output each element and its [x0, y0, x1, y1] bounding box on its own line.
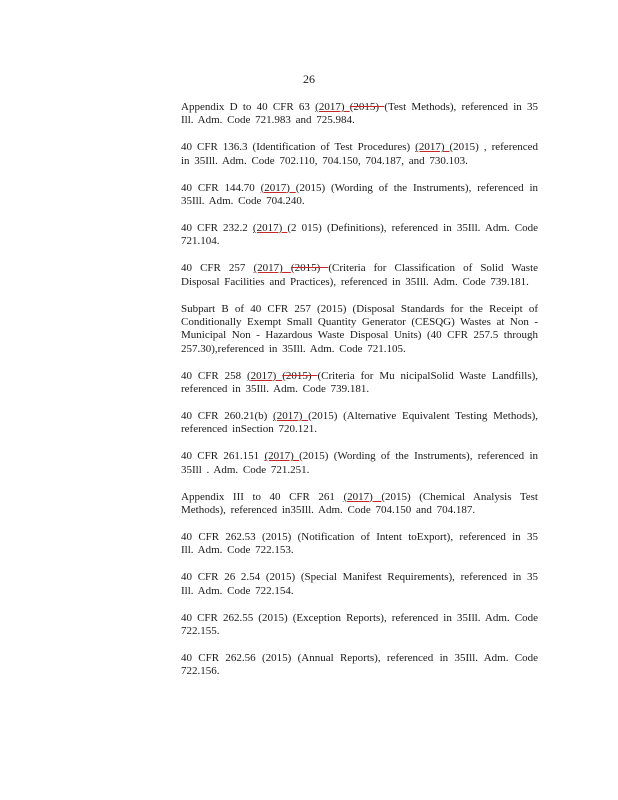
page-number: 26 — [303, 72, 315, 86]
reference-entry — [181, 303, 538, 357]
reference-entry — [181, 182, 538, 209]
citation-text: 40 CFR 262.55 (2015) (Exception Reports), referenced in 35Ill. Adm. Code 722.155. — [181, 611, 538, 637]
inserted-year: (2017) — [264, 450, 300, 463]
inserted-year: (2017) — [315, 101, 350, 113]
reference-entry — [181, 410, 538, 437]
inserted-year: (2017) — [260, 181, 296, 194]
citation-text: 40 CFR 136.3 (Identification of Test Procedures) — [181, 141, 416, 154]
reference-entry — [181, 652, 538, 679]
reference-entry — [181, 531, 538, 558]
reference-entry — [181, 370, 538, 397]
citation-text: 40 CFR 232.2 — [181, 221, 253, 234]
citation-text: 40 CFR 258 — [181, 369, 247, 382]
citation-text: (2015) (Wording of the Instruments), referenced in 35Ill. Adm. Code 704.240. — [181, 181, 539, 208]
reference-entry — [181, 491, 538, 518]
inserted-year: (2017) — [273, 410, 309, 422]
reference-entry — [181, 141, 538, 168]
citation-text: (Criteria for Classification of Solid Waste Disposal Facilities and Practices), referenced in 35Ill. Adm. Code 739.181. — [181, 262, 539, 288]
inserted-year: (2017) — [415, 141, 450, 154]
citation-text: 40 CFR 262.53 (2015) (Notification of Intent toExport), referenced in 35 Ill. Adm. Code 722.153. — [181, 530, 538, 557]
citation-text: (2 015) (Definitions), referenced in 35Ill. Adm. Code 721.104. — [181, 221, 538, 248]
citation-text: 40 CFR 262.56 (2015) (Annual Reports), referenced in 35Ill. Adm. Code 722.156. — [181, 651, 538, 678]
inserted-year: (2017) — [252, 221, 288, 234]
inserted-year: (2017) — [247, 369, 283, 382]
reference-entry — [181, 222, 538, 249]
citation-text: 40 CFR 261.151 — [181, 450, 265, 463]
citation-text: 40 CFR 26 2.54 (2015) (Special Manifest Requirements), referenced in 35 Ill. Adm. Code 722.154. — [181, 571, 538, 597]
citation-text: (2015) (Chemical Analysis Test Methods), referenced in35Ill. Adm. Code 704.150 and 704.187. — [181, 490, 538, 517]
deleted-year: (2015) — [349, 101, 385, 113]
citation-text: Subpart B of 40 CFR 257 (2015) (Disposal Standards for the Receipt of Conditionally Exempt Small Quantity Generator (CESQG) Wastes at Non -Municipal Non - Hazardous Waste Disposal Units) (40 CFR 257.5 through 257.30),referenced in 35Ill. Adm. Code 721.105. — [181, 302, 538, 355]
inserted-year: (2017) — [343, 490, 382, 503]
citation-text: 40 CFR 257 — [181, 262, 254, 275]
citation-text: (Criteria for Mu nicipalSolid Waste Landfills), referenced in 35Ill. Adm. Code 739.181. — [181, 369, 539, 396]
inserted-year: (2017) — [253, 262, 291, 275]
citation-text: Appendix D to 40 CFR 63 — [181, 101, 316, 113]
citation-text: (2015) , referenced in 35Ill. Adm. Code 702.110, 704.150, 704.187, and 730.103. — [181, 141, 539, 167]
reference-entry — [181, 450, 538, 477]
citation-text: Appendix III to 40 CFR 261 — [181, 490, 344, 503]
citation-text: (2015) (Wording of the Instruments), referenced in 35Ill . Adm. Code 721.251. — [181, 450, 539, 476]
citation-text: 40 CFR 144.70 — [181, 181, 261, 194]
reference-entry — [181, 571, 538, 598]
reference-entry — [181, 612, 538, 639]
citation-text: (Test Methods), referenced in 35 Ill. Adm. Code 721.983 and 725.984. — [181, 101, 538, 127]
deleted-year: (2015) — [290, 262, 329, 275]
deleted-year: (2015) — [282, 369, 318, 382]
citation-text: (2015) (Alternative Equivalent Testing Methods), referenced inSection 720.121. — [181, 410, 539, 436]
reference-list — [181, 101, 538, 692]
reference-entry — [181, 262, 538, 289]
citation-text: 40 CFR 260.21(b) — [181, 410, 274, 422]
reference-entry — [181, 101, 538, 128]
